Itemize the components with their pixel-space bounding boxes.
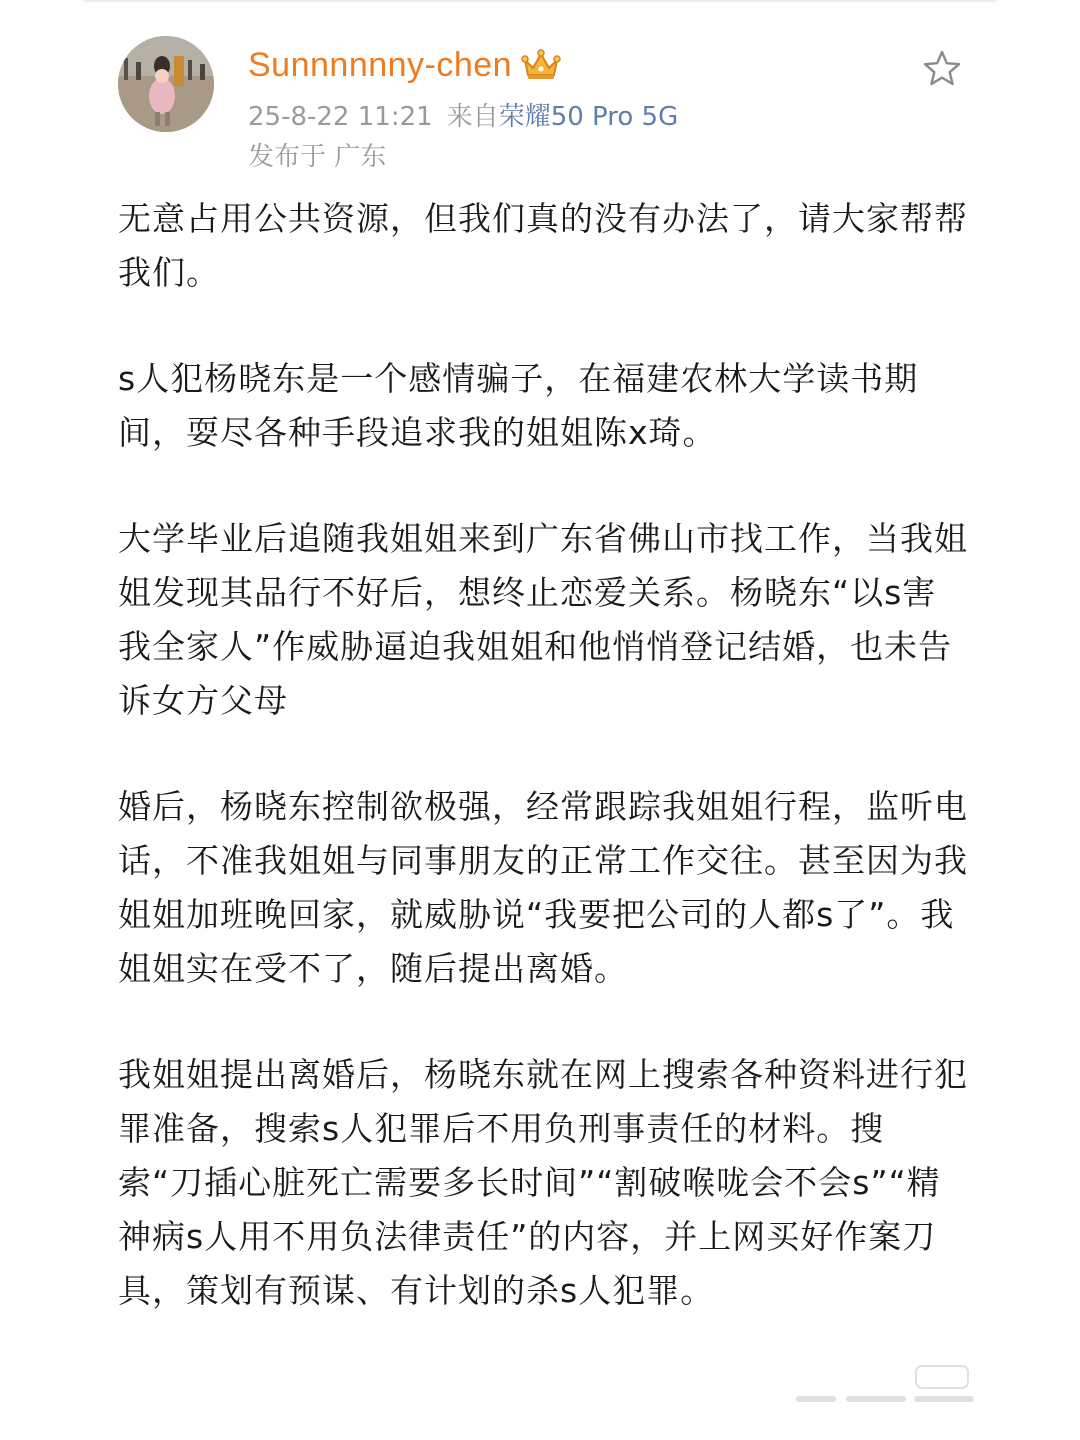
source-device-link[interactable]: 荣耀50 Pro 5G <box>498 102 679 132</box>
post-paragraph: 我姐姐提出离婚后，杨晓东就在网上搜索各种资料进行犯罪准备，搜索s人犯罪后不用负刑事责任的材料。搜索“刀插心脏死亡需要多长时间”“割破喉咙会不会s”“精神病s人用不用负法律责任”的内容，并上网买好作案刀具，策划有预谋、有计划的杀s人犯罪。 <box>118 1055 968 1310</box>
post-body <box>118 192 968 1370</box>
avatar[interactable] <box>118 36 214 132</box>
post-paragraph: 大学毕业后追随我姐姐来到广东省佛山市找工作，当我姐姐发现其品行不好后，想终止恋爱关系。杨晓东“以s害我全家人”作威胁逼迫我姐姐和他悄悄登记结婚，也未告诉女方父母 <box>118 519 968 720</box>
post-paragraph: 无意占用公共资源，但我们真的没有办法了，请大家帮帮我们。 <box>118 199 968 292</box>
favorite-button[interactable] <box>921 48 963 90</box>
username[interactable]: Sunnnnnny-chen <box>248 45 513 84</box>
crown-icon <box>520 48 562 82</box>
source-prefix: 来自 <box>446 102 499 132</box>
post-location: 发布于 广东 <box>248 142 387 172</box>
post-meta <box>248 96 678 133</box>
top-divider <box>84 0 996 2</box>
post-datetime: 25-8-22 11:21 <box>248 102 433 132</box>
post-paragraph: s人犯杨晓东是一个感情骗子，在福建农林大学读书期间，耍尽各种手段追求我的姐姐陈x琦。 <box>118 359 919 452</box>
star-outline-icon <box>921 48 963 90</box>
avatar-photo <box>118 36 214 132</box>
username-row <box>248 42 562 88</box>
post-paragraph: 婚后，杨晓东控制欲极强，经常跟踪我姐姐行程，监听电话，不准我姐姐与同事朋友的正常工作交往。甚至因为我姐姐加班晚回家，就威胁说“我要把公司的人都s了”。我姐姐实在受不了，随后提出离婚。 <box>118 787 968 988</box>
